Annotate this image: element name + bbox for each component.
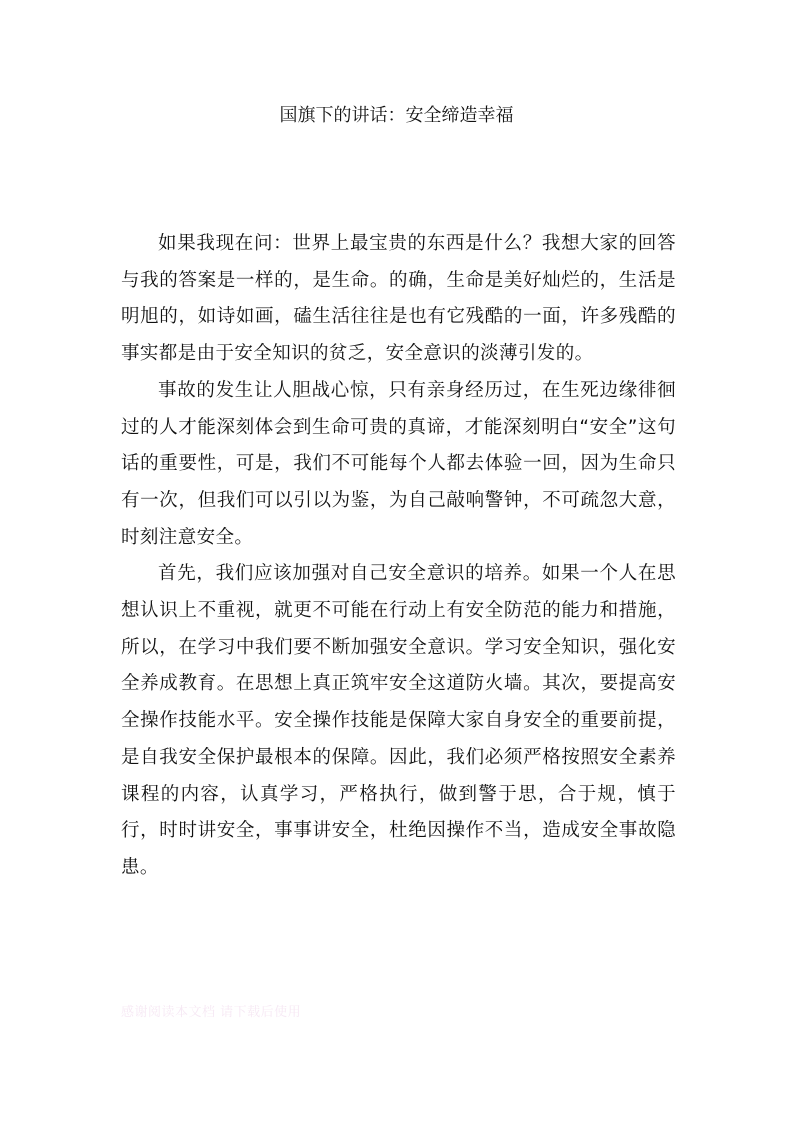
document-title: 国旗下的讲话：安全缔造幸福: [279, 105, 514, 126]
document-body: [121, 226, 676, 887]
paragraph-2: 事故的发生让人胆战心惊，只有亲身经历过，在生死边缘徘徊过的人才能深刻体会到生命可贵的真谛，才能深刻明白“安全”这句话的重要性，可是，我们不可能每个人都去体验一回，因为生命只有一次，但我们可以引以为鉴，为自己敲响警钟，不可疏忽大意，时刻注意安全。: [121, 379, 676, 548]
faint-watermark-text: 感谢阅读本文档 请下载后使用: [121, 1005, 302, 1020]
paragraph-1: 如果我现在问：世界上最宝贵的东西是什么？我想大家的回答与我的答案是一样的，是生命。的确，生命是美好灿烂的，生活是明旭的，如诗如画，磕生活往往是也有它残酷的一面，许多残酷的事实都是由于安全知识的贫乏，安全意识的淡薄引发的。: [121, 233, 676, 365]
paragraph-3: 首先，我们应该加强对自己安全意识的培养。如果一个人在思想认识上不重视，就更不可能在行动上有安全防范的能力和措施，所以，在学习中我们要不断加强安全意识。学习安全知识，强化安全养成教育。在思想上真正筑牢安全这道防火墙。其次，要提高安全操作技能水平。安全操作技能是保障大家自身安全的重要前提，是自我安全保护最根本的保障。因此，我们必须严格按照安全素养课程的内容，认真学习，严格执行，做到警于思，合于规，慎于行，时时讲安全，事事讲安全，杜绝因操作不当，造成安全事故隐患。: [121, 563, 676, 878]
